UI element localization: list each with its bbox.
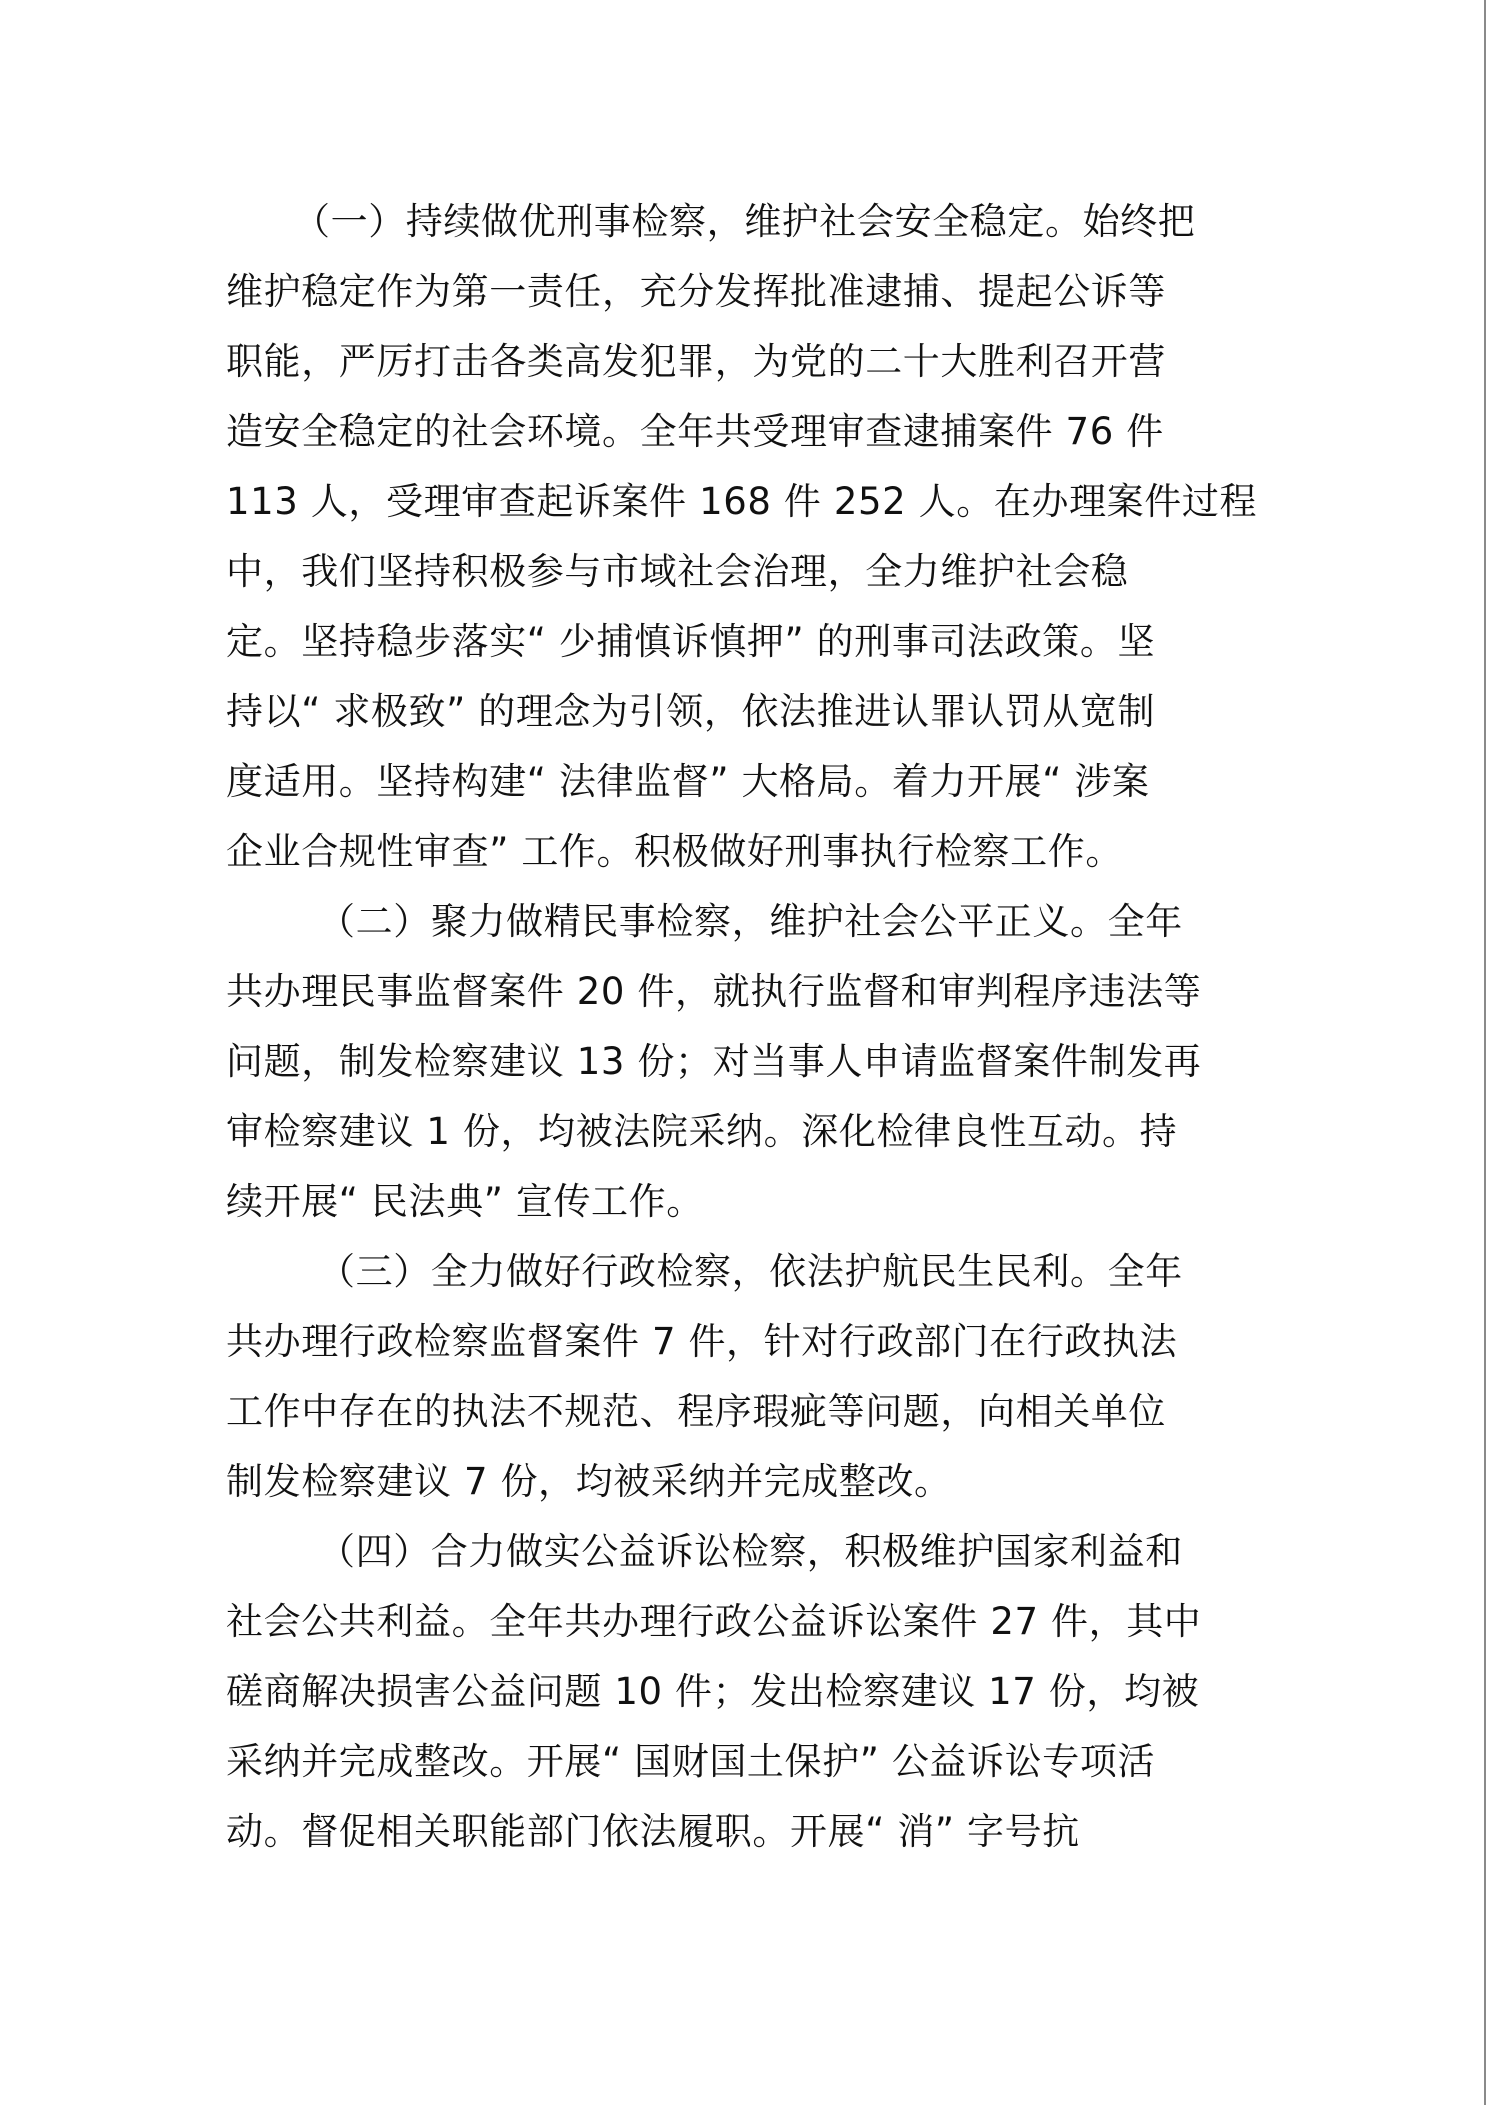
- text-line: （四）合力做实公益诉讼检察，积极维护国家利益和: [318, 1530, 1183, 1573]
- text-line: （二）聚力做精民事检察，维护社会公平正义。全年: [318, 900, 1183, 943]
- text-line: 造安全稳定的社会环境。全年共受理审查逮捕案件 76 件: [226, 410, 1164, 453]
- text-line: 工作中存在的执法不规范、程序瑕疵等问题，向相关单位: [226, 1390, 1166, 1433]
- text-line: 共办理行政检察监督案件 7 件，针对行政部门在行政执法: [226, 1320, 1178, 1363]
- text-line: 113 人，受理审查起诉案件 168 件 252 人。在办理案件过程: [226, 480, 1258, 523]
- text-line: 度适用。坚持构建“ 法律监督” 大格局。着力开展“ 涉案: [226, 760, 1150, 803]
- text-line: 职能，严厉打击各类高发犯罪，为党的二十大胜利召开营: [226, 340, 1166, 383]
- text-line: 中，我们坚持积极参与市域社会治理，全力维护社会稳: [226, 550, 1129, 593]
- text-line: 磋商解决损害公益问题 10 件；发出检察建议 17 份，均被: [226, 1670, 1200, 1713]
- text-line: 制发检察建议 7 份，均被采纳并完成整改。: [226, 1460, 952, 1503]
- text-line: 持以“ 求极致” 的理念为引领，依法推进认罪认罚从宽制: [226, 690, 1156, 733]
- text-line: （三）全力做好行政检察，依法护航民生民利。全年: [318, 1250, 1183, 1293]
- text-line: 企业合规性审查” 工作。积极做好刑事执行检察工作。: [226, 830, 1123, 873]
- text-line: 维护稳定作为第一责任，充分发挥批准逮捕、提起公诉等: [226, 270, 1166, 313]
- page-edge: [1484, 0, 1486, 2105]
- text-line: 审检察建议 1 份，均被法院采纳。深化检律良性互动。持: [226, 1110, 1178, 1153]
- text-line: 定。坚持稳步落实“ 少捕慎诉慎押” 的刑事司法政策。坚: [226, 620, 1156, 663]
- text-line: 社会公共利益。全年共办理行政公益诉讼案件 27 件，其中: [226, 1600, 1202, 1643]
- text-line: （一）持续做优刑事检察，维护社会安全稳定。始终把: [293, 200, 1196, 243]
- text-line: 动。督促相关职能部门依法履职。开展“ 消” 字号抗: [226, 1810, 1080, 1853]
- text-line: 共办理民事监督案件 20 件，就执行监督和审判程序违法等: [226, 970, 1202, 1013]
- text-line: 问题，制发检察建议 13 份；对当事人申请监督案件制发再: [226, 1040, 1202, 1083]
- text-line: 采纳并完成整改。开展“ 国财国土保护” 公益诉讼专项活: [226, 1740, 1156, 1783]
- text-line: 续开展“ 民法典” 宣传工作。: [226, 1180, 704, 1223]
